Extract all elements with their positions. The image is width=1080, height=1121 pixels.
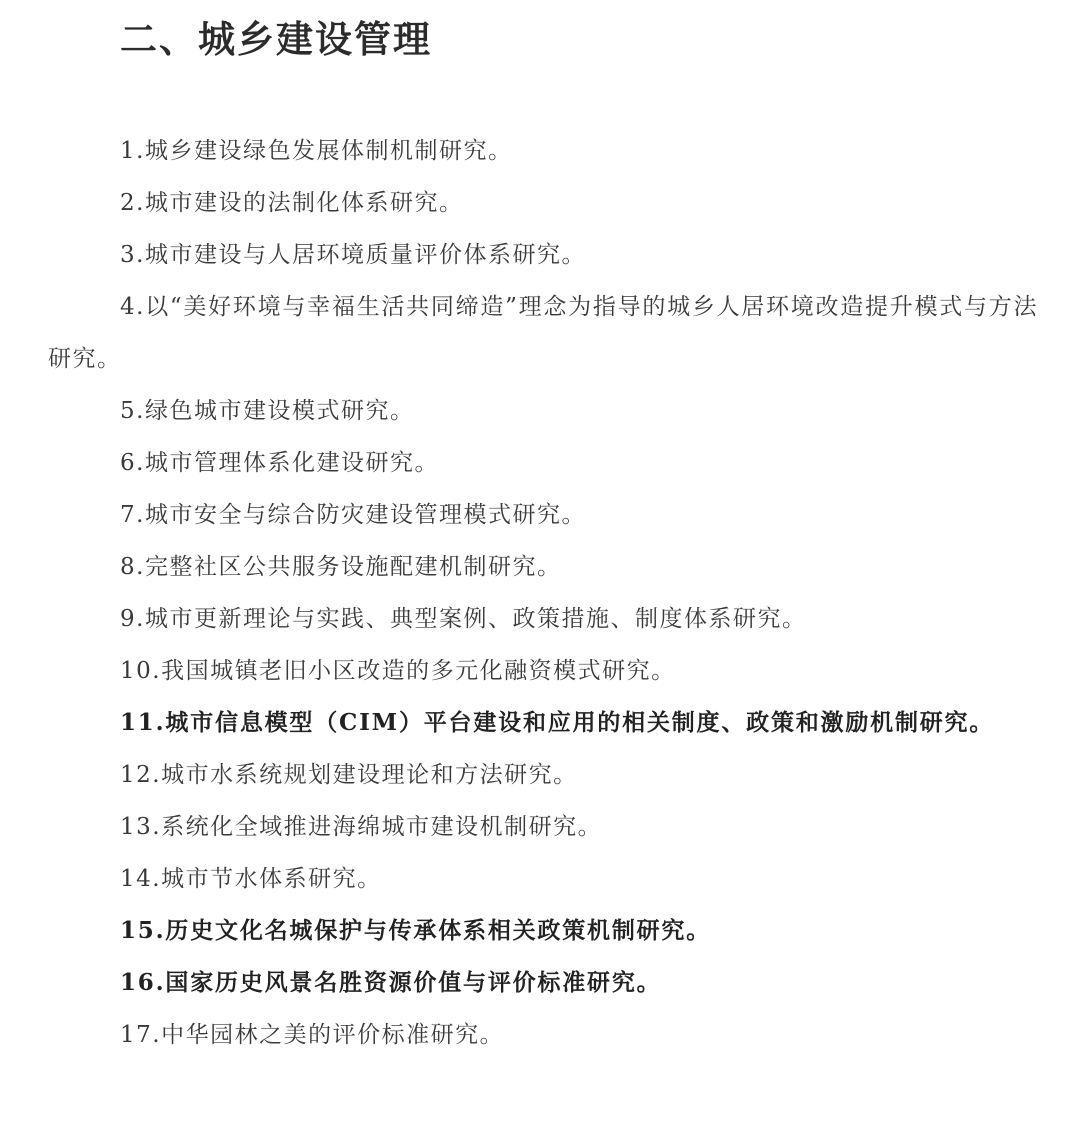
research-topic-list (48, 125, 1038, 1061)
list-item: 11.城市信息模型（CIM）平台建设和应用的相关制度、政策和激励机制研究。 (120, 709, 995, 736)
list-item: 3.城市建设与人居环境质量评价体系研究。 (120, 242, 586, 268)
list-item: 7.城市安全与综合防灾建设管理模式研究。 (120, 502, 586, 528)
list-item: 15.历史文化名城保护与传承体系相关政策机制研究。 (120, 917, 712, 944)
list-item: 14.城市节水体系研究。 (120, 866, 382, 892)
section-heading: 二、城乡建设管理 (120, 17, 432, 61)
list-item: 4.以“美好环境与幸福生活共同缔造”理念为指导的城乡人居环境改造提升模式与方法研究。 (48, 294, 1038, 372)
list-item: 10.我国城镇老旧小区改造的多元化融资模式研究。 (120, 658, 676, 684)
list-item: 8.完整社区公共服务设施配建机制研究。 (120, 554, 562, 580)
list-item: 6.城市管理体系化建设研究。 (120, 450, 439, 476)
list-item: 16.国家历史风景名胜资源价值与评价标准研究。 (120, 969, 662, 996)
list-item: 2.城市建设的法制化体系研究。 (120, 190, 464, 216)
list-item: 9.城市更新理论与实践、典型案例、政策措施、制度体系研究。 (120, 606, 807, 632)
list-item: 1.城乡建设绿色发展体制机制研究。 (120, 138, 513, 164)
list-item: 12.城市水系统规划建设理论和方法研究。 (120, 762, 578, 788)
list-item: 17.中华园林之美的评价标准研究。 (120, 1022, 505, 1048)
list-item: 5.绿色城市建设模式研究。 (120, 398, 415, 424)
list-item: 13.系统化全域推进海绵城市建设机制研究。 (120, 814, 603, 840)
